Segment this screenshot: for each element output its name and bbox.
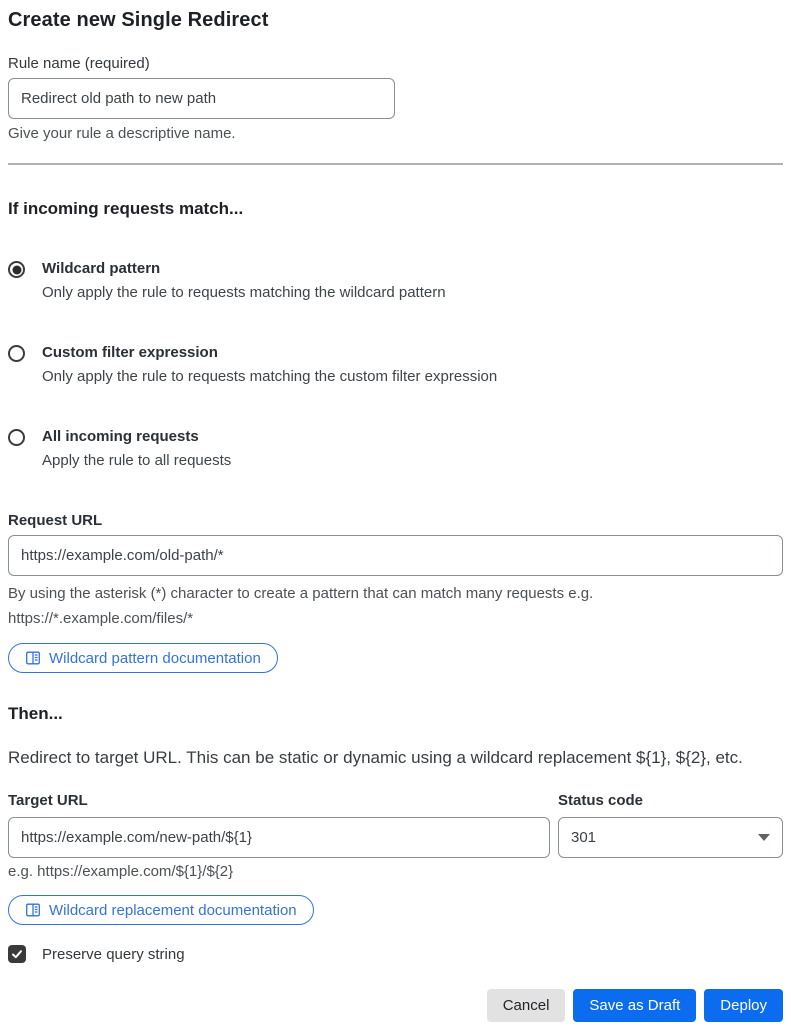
then-section-heading: Then... <box>8 704 63 723</box>
target-url-helper: e.g. https://example.com/${1}/${2} <box>8 863 234 880</box>
status-code-label: Status code <box>558 792 644 809</box>
book-icon <box>25 650 41 666</box>
book-icon <box>25 902 41 918</box>
footer-actions <box>8 989 783 1022</box>
radio-option-description: Only apply the rule to requests matching the custom filter expression <box>42 368 498 385</box>
radio-option-description: Only apply the rule to requests matching the wildcard pattern <box>42 284 446 301</box>
radio-option-description: Apply the rule to all requests <box>42 452 232 469</box>
rule-name-label: Rule name (required) <box>8 55 150 72</box>
request-url-label: Request URL <box>8 512 103 529</box>
radio-option-title: Custom filter expression <box>42 344 218 361</box>
radio-option-custom-filter[interactable] <box>8 344 783 386</box>
wildcard-replacement-docs-label: Wildcard replacement documentation <box>49 901 297 919</box>
radio-option-title: All incoming requests <box>42 428 199 445</box>
radio-unselected-icon[interactable] <box>8 345 25 362</box>
save-as-draft-button[interactable]: Save as Draft <box>573 989 696 1022</box>
request-url-helper-line1: By using the asterisk (*) character to create a pattern that can match many requests e.g. <box>8 585 594 602</box>
deploy-button[interactable]: Deploy <box>704 989 783 1022</box>
radio-option-title: Wildcard pattern <box>42 260 161 277</box>
target-url-input[interactable] <box>8 817 550 858</box>
section-divider <box>8 163 783 165</box>
match-radio-group <box>8 260 783 470</box>
request-url-helper-line2: https://*.example.com/files/* <box>8 610 194 627</box>
status-code-value: 301 <box>571 829 597 846</box>
radio-option-all-requests[interactable] <box>8 428 783 470</box>
wildcard-pattern-docs-button[interactable] <box>8 643 278 673</box>
wildcard-pattern-docs-label: Wildcard pattern documentation <box>49 649 261 667</box>
match-section-heading: If incoming requests match... <box>8 199 244 218</box>
checkbox-checked-icon[interactable] <box>8 945 26 963</box>
radio-selected-icon[interactable] <box>8 261 25 278</box>
request-url-helper <box>8 581 783 631</box>
wildcard-replacement-docs-button[interactable] <box>8 895 314 925</box>
preserve-query-string-row[interactable] <box>8 945 783 963</box>
status-code-select[interactable] <box>558 817 783 858</box>
then-description: Redirect to target URL. This can be static or dynamic using a wildcard replacement ${1}, ${2}, etc. <box>8 748 743 767</box>
rule-name-helper: Give your rule a descriptive name. <box>8 125 236 142</box>
radio-unselected-icon[interactable] <box>8 429 25 446</box>
request-url-input[interactable] <box>8 535 783 576</box>
page-title: Create new Single Redirect <box>8 9 269 31</box>
preserve-query-string-label: Preserve query string <box>42 945 185 963</box>
target-url-label: Target URL <box>8 792 88 809</box>
cancel-button[interactable]: Cancel <box>487 989 566 1022</box>
chevron-down-icon <box>758 834 770 841</box>
rule-name-input[interactable] <box>8 78 395 119</box>
radio-option-wildcard-pattern[interactable] <box>8 260 783 302</box>
